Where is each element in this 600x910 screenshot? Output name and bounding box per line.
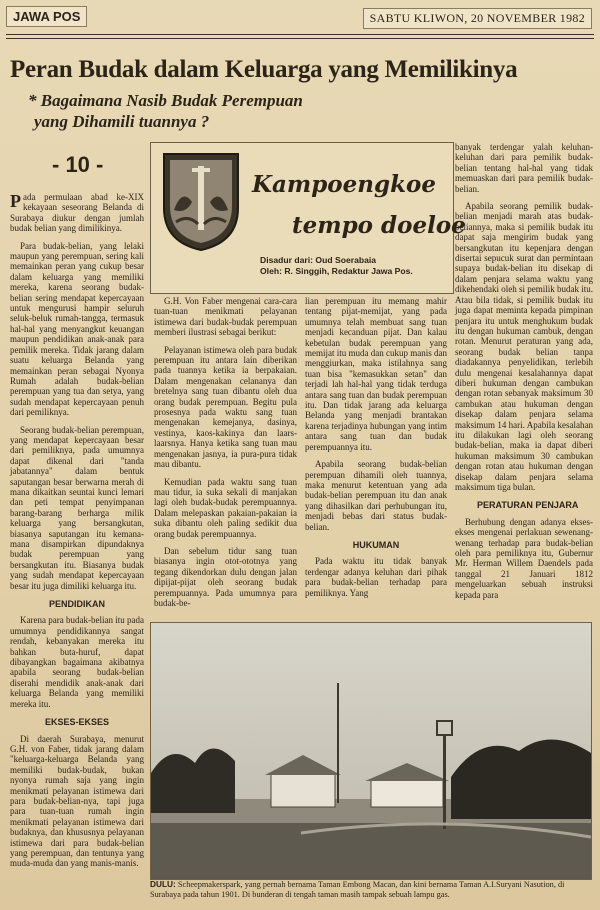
column-3 bbox=[305, 296, 447, 605]
rubric-logo-line-1: Kampoengkoe bbox=[252, 171, 436, 198]
historic-park-photo bbox=[150, 622, 592, 880]
col1-paragraph-5: Di daerah Surabaya, menurut G.H. von Faber, tidak jarang dalam "keluarga-keluarga Belanda yang memiliki budak-budak, bukan nyonya rumah saja yang ingin menikmati pelayanan istimewa dari para budak-belian-nya, tapi juga para tuan-tuan rumah ingin menikmati pelayanan istimewa dari budaknya, dan khususnya pelayanan istimewa dari para budak-belian yang perempuan, dan tentunya yang muda-muda dan yang manis-manis. bbox=[10, 733, 144, 869]
col4-paragraph-3: Berhubung dengan adanya ekses-ekses mengenai perlakuan sewenang-wenang terhadap para budak-belian oleh para pemiliknya itu, Gubernur Mr. Herman Willem Daendels pada tanggal 21 Januari 1812 mengeluarkan sebuah instruksi kepada para bbox=[455, 516, 593, 600]
col4-paragraph-2: Apabila seorang pemilik budak-belian menjadi marah atas budak-beliannya, maka si pemilik budak itu dapat saja mengirim budak yang bersangkutan itu kepenjara dengan disertai sepucuk surat dan permintaan supaya budak-belian itu disekap di dalam penjara selama waktu yang dikehendaki oleh si pemilik budak itu. Atau bila tidak, si pemilik budak itu juga dapat meminta kepada pimpinan penjara itu untuk menghukum budak itu dengan hukuman cambuk, dengan rotan. Menurut peraturan yang ada, seorang budak belian tanpa diadakannya penyelidikan, terlebih dulu mengenai kesalahannya dapat diberi hukuman dengan cambukan dengan rotan sebanyak maksimum 30 cambukan atau hukuman dengan disekap dalam penjara selama maksimum 14 hari. Apabila kesalahan itu dilakukan lagi oleh seorang budak-belian, maka ia dapat diberi hukuman maksimum 30 cambukan dengan rotan atau hukuman dengan disekap dalam penjara selama maksimum tiga bulan. bbox=[455, 201, 593, 492]
column-1 bbox=[10, 192, 144, 876]
col3-paragraph-3: Pada waktu itu tidak banyak terdengar adanya keluhan dari pihak para budak-belian terhadap para pemiliknya. Yang bbox=[305, 556, 447, 598]
drop-cap: P bbox=[10, 191, 21, 211]
photo-caption bbox=[150, 880, 590, 900]
caption-lead: DULU: bbox=[150, 879, 176, 889]
col1-paragraph-1: ada permulaan abad ke-XIX kekayaan seseorang Belanda di Surabaya diukur dengan jumlah budak belian yang dimilikinya. bbox=[10, 192, 144, 234]
subheading-ekses: EKSES-EKSES bbox=[44, 717, 110, 728]
subhead-line-2: yang Dihamili tuannya ? bbox=[34, 112, 210, 131]
subheading-hukuman: HUKUMAN bbox=[352, 539, 400, 550]
subheading-peraturan-penjara: PERATURAN PENJARA bbox=[477, 500, 579, 511]
col4-paragraph-1: banyak terdengar yalah keluhan-keluhan dari para pemilik budak-belian tentang hal-hal yang tidak memuaskan dari para pemilik budak-belian. bbox=[455, 142, 593, 194]
col3-paragraph-1: lian perempuan itu memang mahir tentang pijat-memijat, yang pada umumnya telah membuat sang tuan menjadi kecanduan pijat. Dan kalau kebetulan budak perempuan yang memijat itu muda dan cukup manis dan menggiurkan, maka istilahnya sang tuan bisa "kemasukkan setan" dan terjadi lah hal-hal yang tidak terduga antara sang tuan dan budak perempuan itu. Dan tidak jarang ada keluarga Belanda yang menjadi brantakan karena terjadinya hubungan yang intim antara sang tuan dan budak perempuannya itu. bbox=[305, 296, 447, 452]
column-2 bbox=[154, 296, 297, 615]
article-subhead bbox=[28, 90, 388, 132]
col2-paragraph-1: G.H. Von Faber mengenai cara-cara tuan-tuan menikmati pelayanan istimewa dari budak-budak perempuan memberi ilustrasi sebagai berikut: bbox=[154, 296, 297, 338]
masthead-rule bbox=[6, 34, 594, 35]
park-scene-image bbox=[151, 623, 591, 879]
caption-text: Scheepmakerspark, yang pernah bernama Taman Embong Macan, dan kini bernama Taman A.I.Suryani Nasution, di Surabaya pada tahun 1901. Di bunderan di tengah taman masih tampak sebuah lampu gas. bbox=[150, 880, 565, 899]
credit-source: Disadur dari: Oud Soerabaia bbox=[260, 255, 377, 265]
subhead-line-1: * Bagaimana Nasib Budak Perempuan bbox=[28, 91, 303, 110]
masthead-date: SABTU KLIWON, 20 NOVEMBER 1982 bbox=[363, 8, 592, 29]
col3-paragraph-2: Apabila seorang budak-belian perempuan dihamili oleh tuannya, maka menurut ketentuan yang ada budak-belian perempuan itu dan anak yang dihasilkan dari perhubungan itu, menjadi bebas dari status budak-belian. bbox=[305, 459, 447, 532]
col2-paragraph-4: Dan sebelum tidur sang tuan biasanya ingin otot-ototnya yang tegang dikendorkan dulu dengan jalan dipijat-pijat oleh seorang budak perempuannya. Pada umumnya para budak-be- bbox=[154, 545, 297, 608]
surabaya-crest-icon bbox=[158, 148, 244, 254]
series-number: - 10 - bbox=[52, 152, 104, 177]
col1-paragraph-2: Para budak-belian, yang lelaki maupun yang perempuan, sering kali memainkan peran yang cukup besar dalam keluarga yang memiliki mereka, karena seorang budak-belian sering mendapat kepercayaan untuk mengurusi hampir seluruh seluk-beluk rumah-tangga, termasuk hal-hal yang menyangkut keuangan maupun pendidikan anak-anak para pemilik mereka. Tidak jarang dalam suatu keluarga Belanda yang memainkan peran sebagai Nyonya Rumah adalah budak-belian perempuan yang tua dan setya, yang sudah mendapat kepercayaan penuh dari pemiliknya. bbox=[10, 240, 144, 418]
masthead-paper-name: JAWA POS bbox=[6, 6, 87, 27]
masthead-rule-thin bbox=[6, 38, 594, 39]
col2-paragraph-2: Pelayanan istimewa oleh para budak perempuan itu antara lain diberikan pada tuannya ketika ia berpakaian. Dalam mengenakan celananya dan bretelnya sang tuan dibantu oleh dua orang budak perempuan. Begitu pula prosesnya pada waktu sang tuan mengenakan kemejanya, dasinya, vestinya, kaos-kakinya dan laars-laarsnya. Hanya ketika sang tuan mau mengenakan jasnya, ia pura-pura tidak mau dibantu. bbox=[154, 344, 297, 470]
article-headline: Peran Budak dalam Keluarga yang Memilikinya bbox=[10, 56, 518, 83]
col1-paragraph-4: Karena para budak-belian itu pada umumnya pendidikannya sangat rendah, kebanyakan mereka itu bahkan buta-huruf, dapat dibayangkan bagaimana akibatnya apabila seorang budak-belian diserahi mendidik anak-anak dari keluarga Belanda yang memiliki mereka itu. bbox=[10, 615, 144, 709]
credit-author: Oleh: R. Singgih, Redaktur Jawa Pos. bbox=[260, 266, 413, 276]
rubric-credits bbox=[260, 255, 450, 277]
subheading-pendidikan: PENDIDIKAN bbox=[48, 599, 105, 610]
col1-paragraph-3: Seorang budak-belian perempuan, yang mendapat kepercayaan besar dari pemiliknya, pada umumnya dapat dikenal dari "tanda jabatannya" dalam bentuk saputangan besar berwarna merah di mana dikaitkan seuntai kunci lemari dan peti tempat penyimpanan barang-barang berharga milik keluarga yang bersangkutan, biasanya saputangan itu kemana-mana disampirkan dipundaknya budak perempuan yang bersangkutan itu. Biasanya budak yang sudah mendapat kepercayaan besar itu juga dimiliki keluarga itu. bbox=[10, 424, 144, 591]
col2-paragraph-3: Kemudian pada waktu sang tuan mau tidur, ia suka sekali di manjakan lagi oleh budak-budak perempuannya. Dalam melepaskan pakaian-pakaian ia suka dibantu oleh paling sedikit dua orang budak perempuannya. bbox=[154, 476, 297, 539]
rubric-logo-line-2: tempo doeloe bbox=[292, 212, 466, 239]
column-4 bbox=[455, 142, 593, 607]
